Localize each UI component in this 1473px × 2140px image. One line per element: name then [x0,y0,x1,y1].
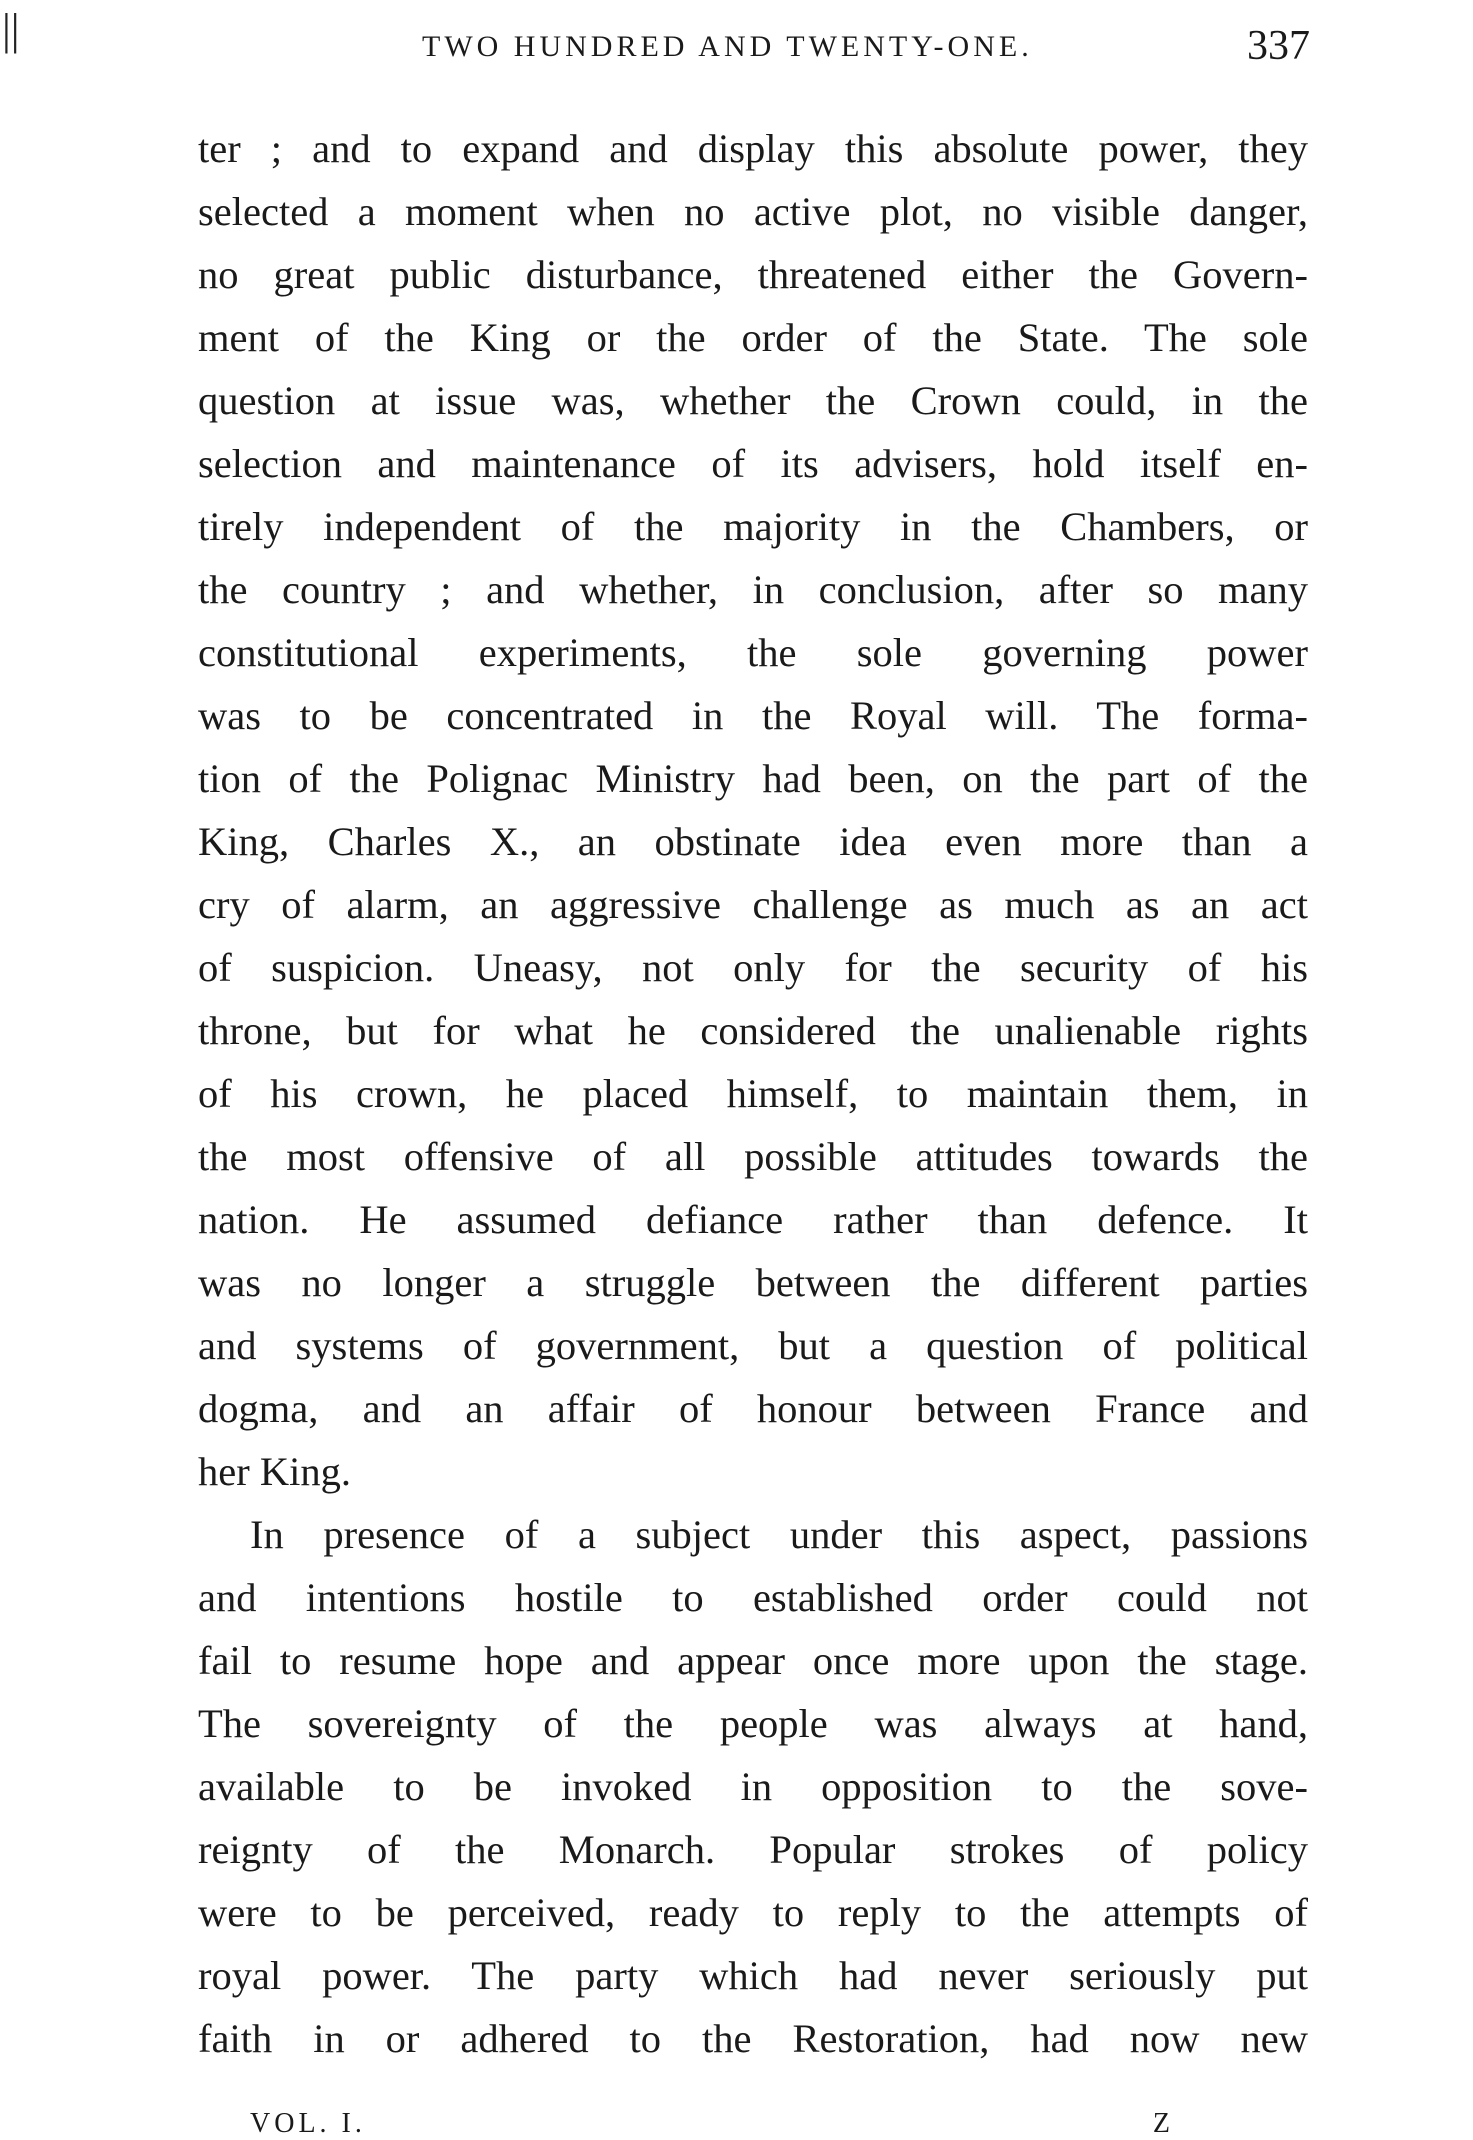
text-line: throne, but for what he considered the unalienable rights [198,1008,1308,1053]
page-header [400,22,1310,82]
body-text [198,117,1308,2070]
volume-signature: VOL. I. [250,2108,366,2139]
page-number: 337 [1247,23,1310,69]
text-line: the most offensive of all possible attitudes towards the [198,1134,1308,1179]
text-line: In presence of a subject under this aspect, passions [250,1512,1308,1557]
text-line: selection and maintenance of its advisers, hold itself en- [198,441,1308,486]
text-line: constitutional experiments, the sole governing power [198,630,1308,675]
text-line: ter ; and to expand and display this absolute power, they [198,126,1308,171]
text-line: fail to resume hope and appear once more upon the stage. [198,1638,1308,1683]
text-line: tirely independent of the majority in the Chambers, or [198,504,1308,549]
text-line: selected a moment when no active plot, no visible danger, [198,189,1308,234]
text-line: nation. He assumed defiance rather than defence. It [198,1197,1308,1242]
text-line: no great public disturbance, threatened either the Govern- [198,252,1308,297]
text-line: King, Charles X., an obstinate idea even more than a [198,819,1308,864]
text-line: and intentions hostile to established order could not [198,1575,1308,1620]
text-line: was to be concentrated in the Royal will. The forma- [198,693,1308,738]
text-line: dogma, and an affair of honour between France and [198,1386,1308,1431]
text-line: reignty of the Monarch. Popular strokes of policy [198,1827,1308,1872]
text-line: the country ; and whether, in conclusion, after so many [198,567,1308,612]
running-head: TWO HUNDRED AND TWENTY-ONE. [422,30,1033,63]
text-line: ment of the King or the order of the State. The sole [198,315,1308,360]
text-line: and systems of government, but a question of political [198,1323,1308,1368]
margin-mark: || [2,5,20,54]
text-line: was no longer a struggle between the different parties [198,1260,1308,1305]
text-line: question at issue was, whether the Crown could, in the [198,378,1308,423]
text-line: of his crown, he placed himself, to maintain them, in [198,1071,1308,1116]
text-line: The sovereignty of the people was always at hand, [198,1701,1308,1746]
text-line: royal power. The party which had never seriously put [198,1953,1308,1998]
text-line: were to be perceived, ready to reply to the attempts of [198,1890,1308,1935]
text-line: cry of alarm, an aggressive challenge as much as an act [198,882,1308,927]
text-line: faith in or adhered to the Restoration, had now new [198,2016,1308,2061]
gathering-signature: Z [1152,2108,1170,2139]
text-line: of suspicion. Uneasy, not only for the security of his [198,945,1308,990]
text-line: tion of the Polignac Ministry had been, on the part of the [198,756,1308,801]
text-line: available to be invoked in opposition to the sove- [198,1764,1308,1809]
text-line: her King. [198,1449,351,1494]
